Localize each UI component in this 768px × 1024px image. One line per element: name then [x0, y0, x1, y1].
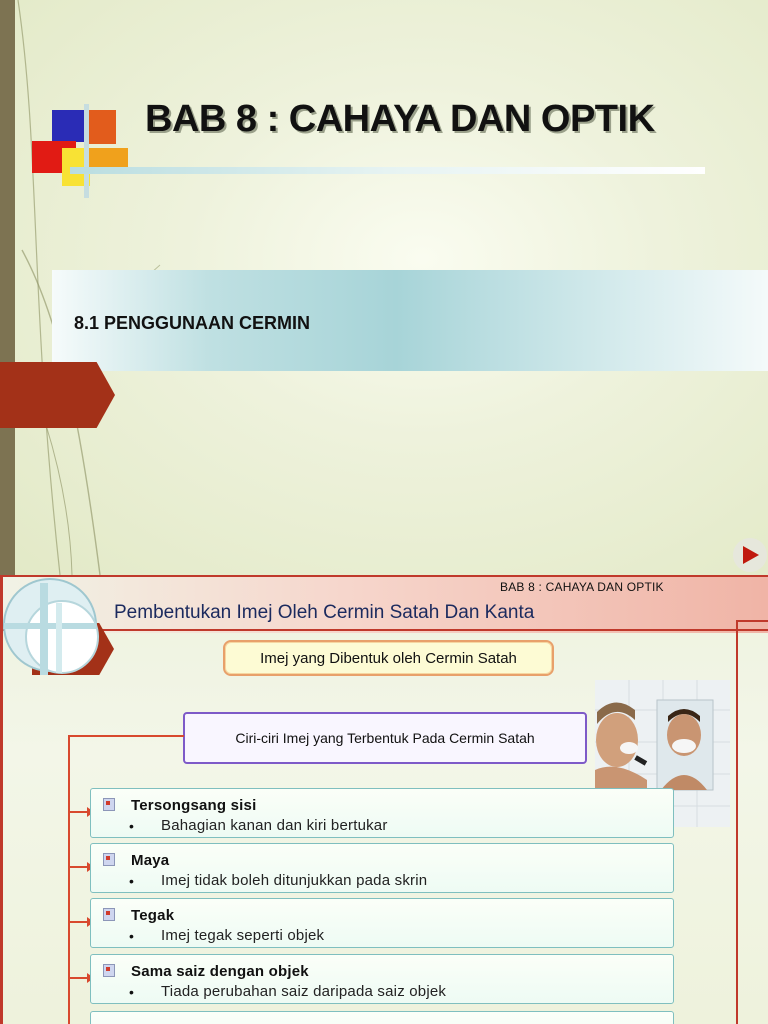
list-item — [90, 843, 674, 893]
list-item — [90, 898, 674, 948]
arrow-right-icon — [70, 866, 88, 868]
note-icon — [103, 798, 115, 811]
item-heading: Tegak — [131, 907, 175, 924]
note-icon — [103, 964, 115, 977]
deco-orange-block — [88, 110, 116, 144]
bullet: • — [129, 873, 134, 889]
slide-2-title: Pembentukan Imej Oleh Cermin Satah Dan Kanta — [114, 602, 535, 623]
item-heading: Tersongsang sisi — [131, 797, 257, 814]
bullet: • — [129, 818, 134, 834]
characteristics-heading: Ciri-ciri Imej yang Terbentuk Pada Cermin Satah — [183, 712, 587, 764]
circle-logo-icon — [0, 575, 120, 685]
image-formed-label: Imej yang Dibentuk oleh Cermin Satah — [223, 640, 554, 676]
item-description: Tiada perubahan saiz daripada saiz objek — [161, 983, 447, 1000]
bullet: • — [129, 928, 134, 944]
deco-vertical-line — [84, 104, 89, 198]
item-description: Bahagian kanan dan kiri bertukar — [161, 817, 388, 834]
arrow-right-icon — [70, 977, 88, 979]
tree-connector-vertical — [68, 735, 70, 1024]
slide-2 — [0, 575, 768, 1024]
item-description: Imej tegak seperti objek — [161, 927, 325, 944]
next-slide-button[interactable] — [733, 538, 767, 572]
item-description: Imej tidak boleh ditunjukkan pada skrin — [161, 872, 428, 889]
bullet: • — [129, 984, 134, 1000]
right-bracket — [736, 620, 768, 1024]
play-triangle-icon — [740, 545, 760, 565]
note-icon — [103, 908, 115, 921]
item-heading: Sama saiz dengan objek — [131, 963, 309, 980]
list-item-partial — [90, 1011, 674, 1024]
slide-subtitle: 8.1 PENGGUNAAN CERMIN — [74, 313, 311, 333]
item-heading: Maya — [131, 852, 170, 869]
header-chapter-label: BAB 8 : CAHAYA DAN OPTIK — [500, 580, 664, 594]
red-arrow-shape — [0, 362, 115, 428]
arrow-right-icon — [70, 811, 88, 813]
slide-title: BAB 8 : CAHAYA DAN OPTIK — [145, 98, 655, 140]
list-item — [90, 788, 674, 838]
list-item — [90, 954, 674, 1004]
title-underline — [70, 167, 705, 174]
arrow-right-icon — [70, 921, 88, 923]
note-icon — [103, 853, 115, 866]
tree-connector-top — [68, 735, 184, 737]
